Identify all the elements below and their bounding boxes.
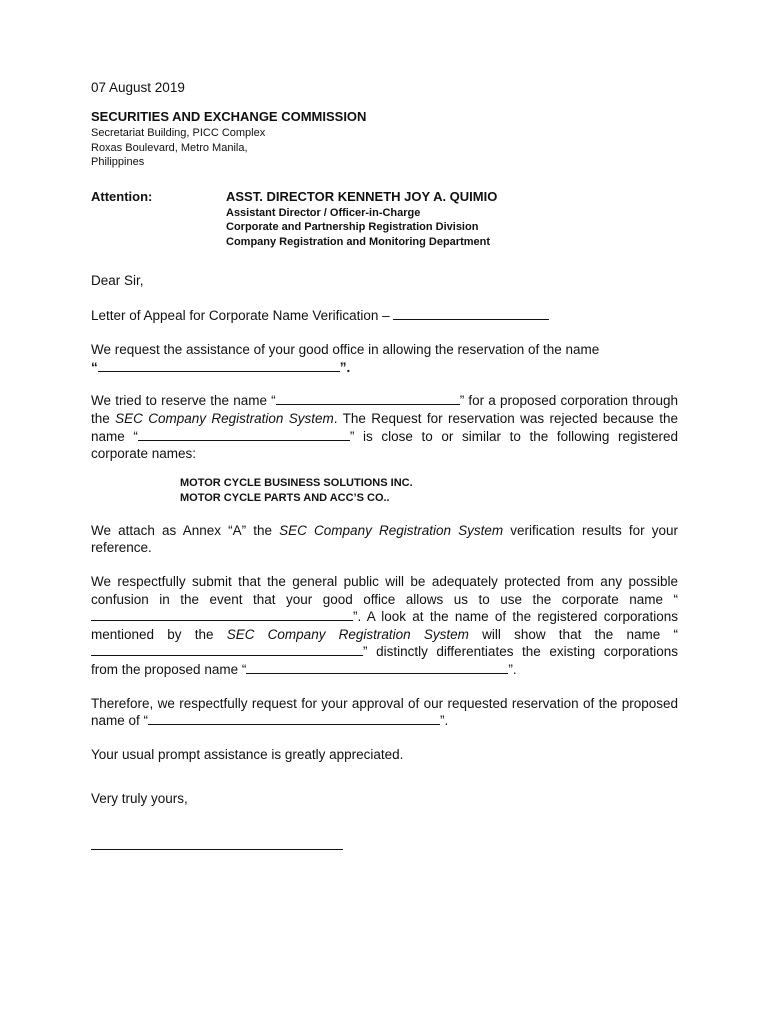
proposed-name-blank <box>91 608 353 621</box>
paragraph-text: We respectfully submit that the general public will be adequately protected from any possible confusion in the event that your good office allows us to use the corporate name “ <box>91 573 678 607</box>
paragraph-text: ”. <box>508 661 517 677</box>
paragraph-text: will show that the name “ <box>468 626 678 642</box>
paragraph-text: ”. A look at the name of the registered corporations mentioned by the <box>91 609 678 642</box>
attention-block <box>91 188 678 250</box>
paragraph-approval-request <box>91 695 678 730</box>
attention-label: Attention: <box>91 188 153 204</box>
proposed-name-blank <box>138 428 350 441</box>
paragraph-text: ” distinctly differentiates the existing corporations from the proposed name “ <box>91 644 678 677</box>
paragraph-text: We tried to reserve the name “ <box>91 393 276 409</box>
signature-line <box>91 849 343 850</box>
paragraph-text: We attach as Annex “A” the <box>91 522 280 538</box>
proposed-name-blank <box>246 661 508 674</box>
salutation: Dear Sir, <box>91 273 144 288</box>
list-item: MOTOR CYCLE PARTS AND ACC’S CO.. <box>180 491 390 504</box>
paragraph-text: . The Request for reservation was rejected because the name “ <box>91 410 678 444</box>
paragraph-request <box>91 341 678 376</box>
paragraph-text: ”. <box>440 713 449 729</box>
registered-names-list <box>180 476 678 506</box>
letter-date: 07 August 2019 <box>91 80 185 95</box>
proposed-name-blank <box>91 643 363 656</box>
paragraph-text: We request the assistance of your good office in allowing the reservation of the name <box>91 342 600 358</box>
list-item: MOTOR CYCLE BUSINESS SOLUTIONS INC. <box>180 476 413 489</box>
attention-name: ASST. DIRECTOR KENNETH JOY A. QUIMIO <box>226 188 498 204</box>
system-name: SEC Company Registration System <box>279 522 504 538</box>
quote-mark: ”. <box>339 359 351 375</box>
proposed-name-blank <box>148 712 440 725</box>
recipient-organization: SECURITIES AND EXCHANGE COMMISSION <box>91 109 367 124</box>
recipient-address-line: Philippines <box>91 156 145 168</box>
recipient-address-line: Roxas Boulevard, Metro Manila, <box>91 141 248 154</box>
paragraph-text: verification results for your reference. <box>91 522 679 556</box>
paragraph-submission <box>91 573 678 679</box>
quote-mark: “ <box>91 359 98 375</box>
system-name: SEC Company Registration System <box>226 626 469 642</box>
proposed-name-blank <box>276 392 460 405</box>
subject-line <box>91 307 678 325</box>
subject-name-blank <box>393 307 549 320</box>
paragraph-appreciation: Your usual prompt assistance is greatly appreciated. <box>91 746 404 762</box>
attention-details <box>226 188 678 250</box>
attention-title-line: Corporate and Partnership Registration Division <box>226 221 479 233</box>
letter-page <box>91 79 678 850</box>
system-name: SEC Company Registration System <box>115 410 334 426</box>
attention-title-line: Assistant Director / Officer-in-Charge <box>226 206 421 219</box>
paragraph-text: Therefore, we respectfully request for your approval of our requested reservation of the proposed name of “ <box>91 695 678 729</box>
recipient-block <box>91 108 678 170</box>
closing: Very truly yours, <box>91 791 188 807</box>
attention-title-line: Company Registration and Monitoring Department <box>226 235 491 248</box>
paragraph-annex <box>91 522 678 557</box>
paragraph-text: ” for a proposed corporation through the <box>91 393 678 426</box>
proposed-name-blank <box>98 359 340 372</box>
recipient-address-line: Secretariat Building, PICC Complex <box>91 127 266 139</box>
paragraph-text: ” is close to or similar to the following registered corporate names: <box>91 428 678 462</box>
paragraph-reservation-attempt <box>91 392 678 462</box>
subject-text: Letter of Appeal for Corporate Name Verification – <box>91 307 390 323</box>
